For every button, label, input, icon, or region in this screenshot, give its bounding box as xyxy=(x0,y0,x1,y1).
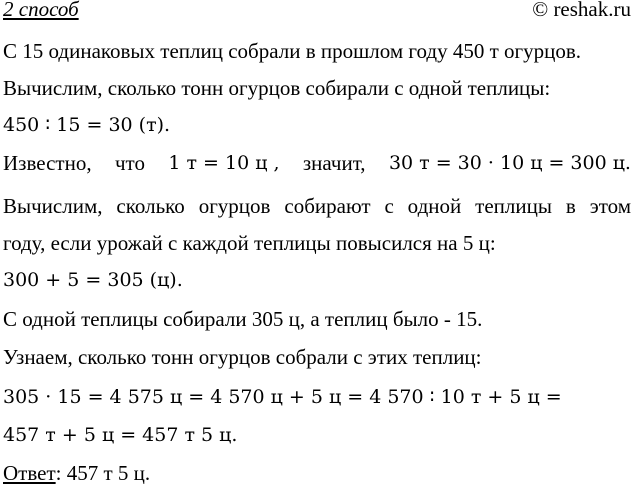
word: Вычислим, xyxy=(3,194,103,218)
text-line-2: Вычислим, сколько тонн огурцов собирали с одной теплицы: xyxy=(3,76,551,100)
answer-line xyxy=(3,460,150,486)
text-line-1: С 15 одинаковых теплиц собрали в прошлом году 450 т огурцов. xyxy=(3,39,582,63)
text-line-5 xyxy=(3,193,631,219)
equation-fragment: 30 т = 30 · 10 ц = 300 ц. xyxy=(388,152,631,174)
word: огурцов xyxy=(198,194,271,218)
solution-method-title: 2 способ xyxy=(3,0,79,21)
word: Известно, xyxy=(3,151,92,175)
word: значит, xyxy=(302,151,366,175)
word: этом xyxy=(589,194,631,218)
word: сколько xyxy=(116,194,185,218)
word: одной xyxy=(407,194,462,218)
text-line-9: Узнаем, сколько тонн огурцов собрали с этих теплиц: xyxy=(3,345,482,369)
answer-label: Ответ xyxy=(3,461,56,485)
word: собирают xyxy=(284,194,371,218)
text-line-8: С одной теплицы собирали 305 ц, а теплиц было - 15. xyxy=(3,307,483,331)
text-line-6: году, если урожай с каждой теплицы повысился на 5 ц: xyxy=(3,231,496,255)
site-watermark: © reshak.ru xyxy=(532,0,631,21)
equation-fragment: 1 т = 10 ц , xyxy=(168,152,280,174)
equation-line-3: 450 ∶ 15 = 30 (т). xyxy=(3,114,171,136)
equation-line-7: 300 + 5 = 305 (ц). xyxy=(3,269,183,291)
equation-line-11: 457 т + 5 ц = 457 т 5 ц. xyxy=(3,424,238,446)
equation-line-10: 305 · 15 = 4 575 ц = 4 570 ц + 5 ц = 4 570 ∶ 10 т + 5 ц = xyxy=(3,386,562,408)
word: теплицы xyxy=(475,194,552,218)
word: в xyxy=(565,194,576,218)
word: с xyxy=(384,194,394,218)
word: что xyxy=(114,151,145,175)
answer-value: : 457 т 5 ц. xyxy=(55,461,151,485)
text-line-4 xyxy=(3,150,631,176)
